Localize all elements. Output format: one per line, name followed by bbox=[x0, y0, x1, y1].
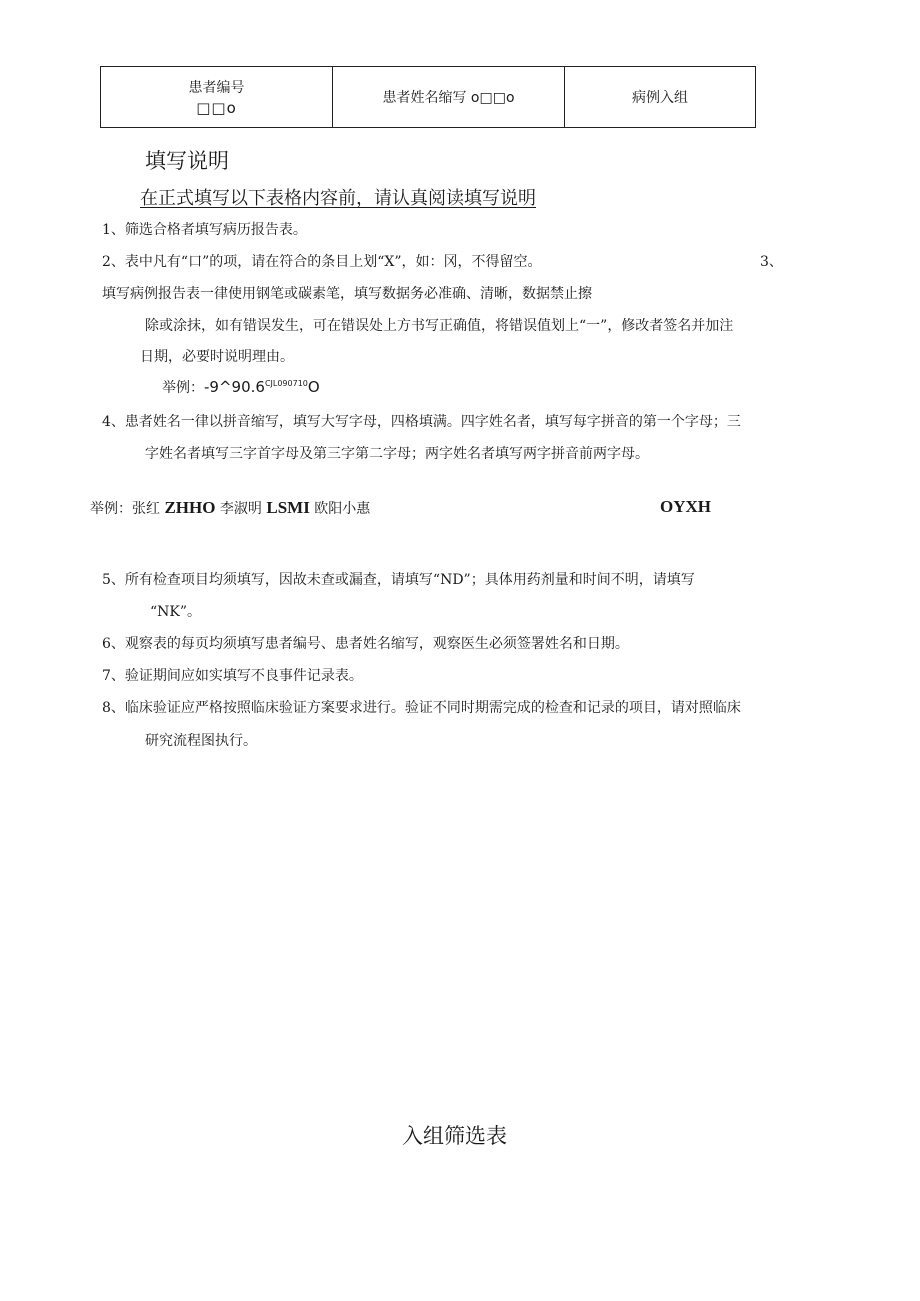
example-2-name-3: 欧阳小惠 bbox=[314, 501, 371, 517]
patient-name-label: 患者姓名缩写 o□□o bbox=[382, 90, 515, 106]
instruction-item-4-line-2: 字姓名者填写三字首字母及第三字第二字母；两字姓名者填写两字拼音前两字母。 bbox=[145, 446, 649, 462]
instruction-item-8-line-2: 研究流程图执行。 bbox=[145, 733, 257, 749]
instruction-item-3-number: 3、 bbox=[760, 254, 783, 270]
enrollment-label: 病例入组 bbox=[632, 90, 688, 106]
enrollment-cell bbox=[565, 67, 755, 127]
example-1-value: -9^90.6 bbox=[204, 378, 265, 396]
instruction-item-1: 1、筛选合格者填写病历报告表。 bbox=[102, 222, 307, 238]
instruction-item-3-line-2: 除或涂抹，如有错误发生，可在错误处上方书写正确值，将错误值划上“一”，修改者签名并加注 bbox=[145, 318, 734, 334]
patient-id-boxes: □□o bbox=[196, 99, 237, 117]
instruction-item-4-line-1: 4、患者姓名一律以拼音缩写，填写大写字母，四格填满。四字姓名者，填写每字拼音的第一个字母；三 bbox=[102, 414, 741, 430]
instruction-item-6: 6、观察表的每页均须填写患者编号、患者姓名缩写，观察医生必须签署姓名和日期。 bbox=[102, 636, 629, 652]
example-2-code-2: LSMI bbox=[266, 498, 310, 517]
instruction-item-5-line-2: “NK”。 bbox=[150, 604, 202, 620]
instruction-item-7: 7、验证期间应如实填写不良事件记录表。 bbox=[102, 668, 363, 684]
example-2-name-2: 李淑明 bbox=[219, 501, 262, 517]
instructions-title: 填写说明 bbox=[145, 149, 229, 173]
patient-name-cell bbox=[333, 67, 565, 127]
header-table bbox=[100, 66, 756, 128]
instruction-item-2: 2、表中凡有“口”的项，请在符合的条目上划“X”，如：冈，不得留空。 bbox=[102, 254, 542, 270]
instruction-item-3-line-1: 填写病例报告表一律使用钢笔或碳素笔，填写数据务必准确、清晰，数据禁止擦 bbox=[102, 286, 592, 302]
example-2-code-3: OYXH bbox=[660, 497, 711, 516]
instruction-item-5-line-1: 5、所有检查项目均须填写，因故未查或漏查，请填写“ND”；具体用药剂量和时间不明，请填写 bbox=[102, 572, 695, 588]
example-2-code-1: ZHHO bbox=[164, 498, 216, 517]
instruction-item-8-line-1: 8、临床验证应严格按照临床验证方案要求进行。验证不同时期需完成的检查和记录的项目，请对照临床 bbox=[102, 700, 741, 716]
patient-id-cell bbox=[101, 67, 333, 127]
example-2-label: 举例：张红 bbox=[90, 501, 160, 517]
example-1-sup: CJL090710 bbox=[264, 379, 308, 388]
instruction-item-3-line-3: 日期，必要时说明理由。 bbox=[140, 349, 294, 365]
screening-table-title: 入组筛选表 bbox=[402, 1124, 507, 1148]
example-2 bbox=[90, 498, 370, 518]
example-1 bbox=[162, 377, 320, 397]
example-1-label: 举例： bbox=[162, 380, 204, 396]
example-1-tail: O bbox=[307, 378, 320, 396]
instructions-subtitle: 在正式填写以下表格内容前，请认真阅读填写说明 bbox=[140, 188, 536, 209]
patient-id-label: 患者编号 bbox=[188, 80, 245, 96]
